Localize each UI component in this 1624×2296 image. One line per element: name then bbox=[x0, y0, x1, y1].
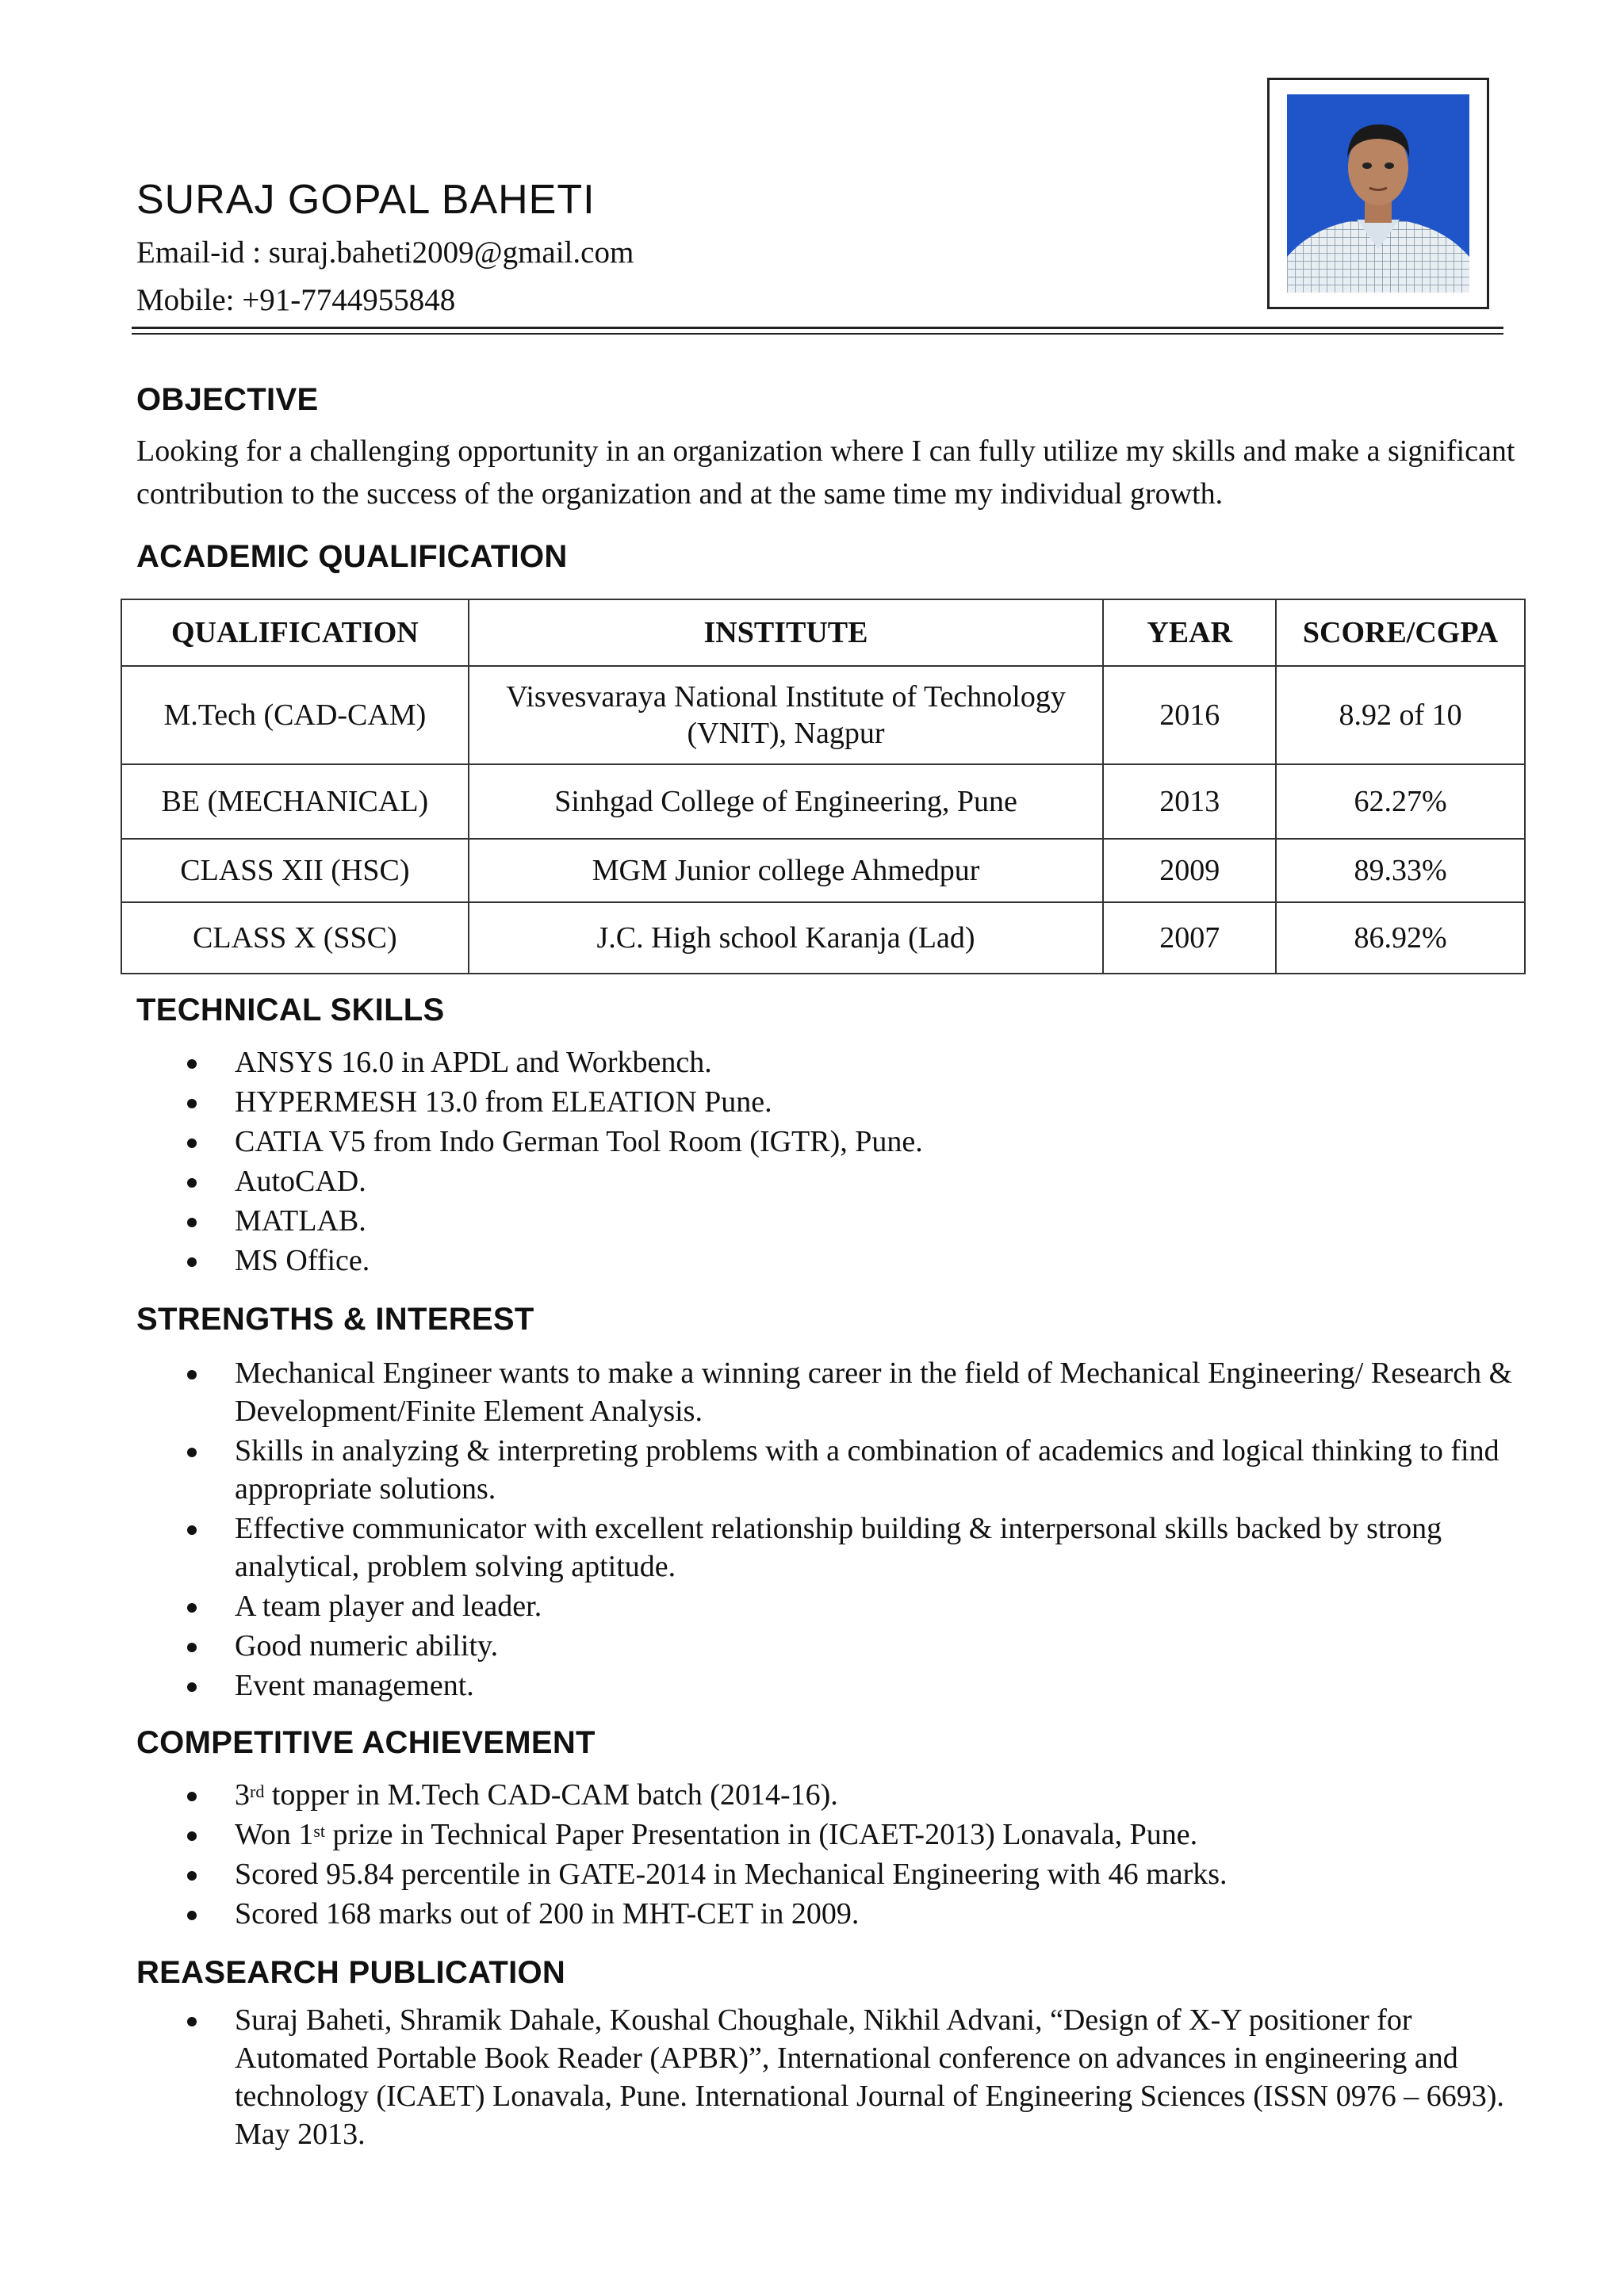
bullet-icon bbox=[187, 1448, 197, 1457]
list-item bbox=[0, 1123, 1551, 1161]
achievement-rank-suffix: rd bbox=[250, 1781, 265, 1801]
bullet-icon bbox=[187, 1682, 197, 1692]
skill-text: AutoCAD. bbox=[235, 1165, 366, 1198]
publication-heading: REASEARCH PUBLICATION bbox=[136, 1955, 566, 1990]
list-item bbox=[0, 1162, 1551, 1200]
list-item bbox=[0, 1895, 1551, 1933]
qualification-cell: BE (MECHANICAL) bbox=[121, 764, 469, 839]
bullet-icon bbox=[187, 1099, 197, 1108]
bullet-icon bbox=[187, 1831, 197, 1841]
header-divider-top bbox=[132, 327, 1503, 329]
year-cell: 2007 bbox=[1103, 902, 1276, 974]
skills-heading: TECHNICAL SKILLS bbox=[136, 993, 445, 1027]
institute-cell: MGM Junior college Ahmedpur bbox=[469, 839, 1104, 902]
achievement-prefix: Won 1 bbox=[235, 1818, 314, 1851]
list-item bbox=[0, 1855, 1551, 1893]
list-item bbox=[0, 1202, 1551, 1240]
mobile-line: Mobile: +91-7744955848 bbox=[136, 283, 456, 317]
strength-text: Mechanical Engineer wants to make a winning career in the field of Mechanical Engineering/ Research & Development/Finite Element Analysis. bbox=[235, 1357, 1513, 1428]
strength-text: Skills in analyzing & interpreting problems with a combination of academics and logical thinking to find appropriate solutions. bbox=[235, 1434, 1500, 1506]
institute-cell: J.C. High school Karanja (Lad) bbox=[469, 902, 1104, 974]
achievement-text: topper in M.Tech CAD-CAM batch (2014-16). bbox=[264, 1778, 838, 1812]
academic-heading: ACADEMIC QUALIFICATION bbox=[136, 539, 568, 574]
bullet-icon bbox=[187, 1792, 197, 1801]
achievement-text: Scored 168 marks out of 200 in MHT-CET in 2009. bbox=[235, 1897, 860, 1931]
bullet-icon bbox=[187, 1871, 197, 1881]
strength-text: A team player and leader. bbox=[235, 1590, 542, 1623]
qualification-cell: M.Tech (CAD-CAM) bbox=[121, 666, 469, 764]
score-cell: 62.27% bbox=[1276, 764, 1525, 839]
institute-cell: Sinhgad College of Engineering, Pune bbox=[469, 764, 1104, 839]
candidate-name: SURAJ GOPAL BAHETI bbox=[136, 177, 596, 223]
strength-text: Effective communicator with excellent relationship building & interpersonal skills backed by strong analytical, problem solving aptitude. bbox=[235, 1512, 1442, 1583]
skill-text: MATLAB. bbox=[235, 1204, 366, 1238]
bullet-icon bbox=[187, 1911, 197, 1920]
year-cell: 2009 bbox=[1103, 839, 1276, 902]
strengths-list bbox=[0, 1354, 1551, 1706]
table-row bbox=[121, 666, 1525, 764]
achievement-rank: 3 bbox=[235, 1778, 250, 1812]
academic-table bbox=[121, 599, 1526, 974]
table-row bbox=[121, 902, 1525, 974]
email-line: Email-id : suraj.baheti2009@gmail.com bbox=[136, 235, 634, 270]
profile-photo bbox=[1287, 94, 1469, 293]
list-item bbox=[0, 1510, 1551, 1586]
table-row bbox=[121, 764, 1525, 839]
achievements-list bbox=[0, 1776, 1551, 1934]
objective-text: Looking for a challenging opportunity in an organization where I can fully utilize my skills and make a significant contribution to the success of the organization and at the same time my individual growth. bbox=[136, 434, 1515, 511]
list-item bbox=[0, 1242, 1551, 1280]
skill-text: ANSYS 16.0 in APDL and Workbench. bbox=[235, 1046, 712, 1079]
achievement-prize-suffix: st bbox=[313, 1821, 326, 1841]
bullet-icon bbox=[187, 1525, 197, 1535]
list-item bbox=[0, 1083, 1551, 1121]
qualification-cell: CLASS X (SSC) bbox=[121, 902, 469, 974]
column-header-score: SCORE/CGPA bbox=[1276, 599, 1525, 666]
bullet-icon bbox=[187, 1370, 197, 1380]
profile-photo-frame bbox=[1267, 78, 1489, 309]
table-header-row bbox=[121, 599, 1525, 666]
column-header-year: YEAR bbox=[1103, 599, 1276, 666]
publication-text: Suraj Baheti, Shramik Dahale, Koushal Choughale, Nikhil Advani, “Design of X-Y positioner for Automated Portable Book Reader (APBR)”, International conference on advances in engineering and technology (ICAET) Lonavala, Pune. International Journal of Engineering Sciences (ISSN 0976 – 6693). May 2013. bbox=[235, 2003, 1504, 2151]
list-item bbox=[0, 1043, 1551, 1081]
score-cell: 8.92 of 10 bbox=[1276, 666, 1525, 764]
list-item bbox=[0, 1587, 1551, 1625]
list-item bbox=[0, 1667, 1551, 1705]
list-item bbox=[0, 1776, 1551, 1814]
column-header-institute: INSTITUTE bbox=[469, 599, 1104, 666]
strengths-heading: STRENGTHS & INTEREST bbox=[136, 1302, 534, 1337]
list-item bbox=[0, 1432, 1551, 1508]
year-cell: 2016 bbox=[1103, 666, 1276, 764]
list-item bbox=[0, 1627, 1551, 1665]
bullet-icon bbox=[187, 1257, 197, 1267]
achievement-text: prize in Technical Paper Presentation in (ICAET-2013) Lonavala, Pune. bbox=[325, 1818, 1198, 1851]
skill-text: MS Office. bbox=[235, 1244, 370, 1277]
achievement-text: Scored 95.84 percentile in GATE-2014 in Mechanical Engineering with 46 marks. bbox=[235, 1858, 1228, 1891]
score-cell: 89.33% bbox=[1276, 839, 1525, 902]
list-item bbox=[0, 2001, 1551, 2153]
table-row bbox=[121, 839, 1525, 902]
skill-text: CATIA V5 from Indo German Tool Room (IGTR), Pune. bbox=[235, 1125, 923, 1158]
bullet-icon bbox=[187, 1138, 197, 1148]
bullet-icon bbox=[187, 1643, 197, 1652]
bullet-icon bbox=[187, 1218, 197, 1227]
bullet-icon bbox=[187, 1603, 197, 1613]
strength-text: Event management. bbox=[235, 1669, 474, 1702]
qualification-cell: CLASS XII (HSC) bbox=[121, 839, 469, 902]
achievements-heading: COMPETITIVE ACHIEVEMENT bbox=[136, 1725, 596, 1760]
list-item bbox=[0, 1816, 1551, 1854]
list-item bbox=[0, 1354, 1551, 1430]
skill-text: HYPERMESH 13.0 from ELEATION Pune. bbox=[235, 1085, 772, 1119]
bullet-icon bbox=[187, 1059, 197, 1069]
score-cell: 86.92% bbox=[1276, 902, 1525, 974]
skills-list bbox=[0, 1043, 1551, 1281]
bullet-icon bbox=[187, 1178, 197, 1188]
objective-heading: OBJECTIVE bbox=[136, 382, 319, 417]
header-divider-bottom bbox=[132, 333, 1503, 335]
column-header-qualification: QUALIFICATION bbox=[121, 599, 469, 666]
bullet-icon bbox=[187, 2017, 197, 2026]
publication-list bbox=[0, 2001, 1551, 2153]
institute-cell: Visvesvaraya National Institute of Technology (VNIT), Nagpur bbox=[469, 666, 1104, 764]
strength-text: Good numeric ability. bbox=[235, 1629, 499, 1663]
year-cell: 2013 bbox=[1103, 764, 1276, 839]
